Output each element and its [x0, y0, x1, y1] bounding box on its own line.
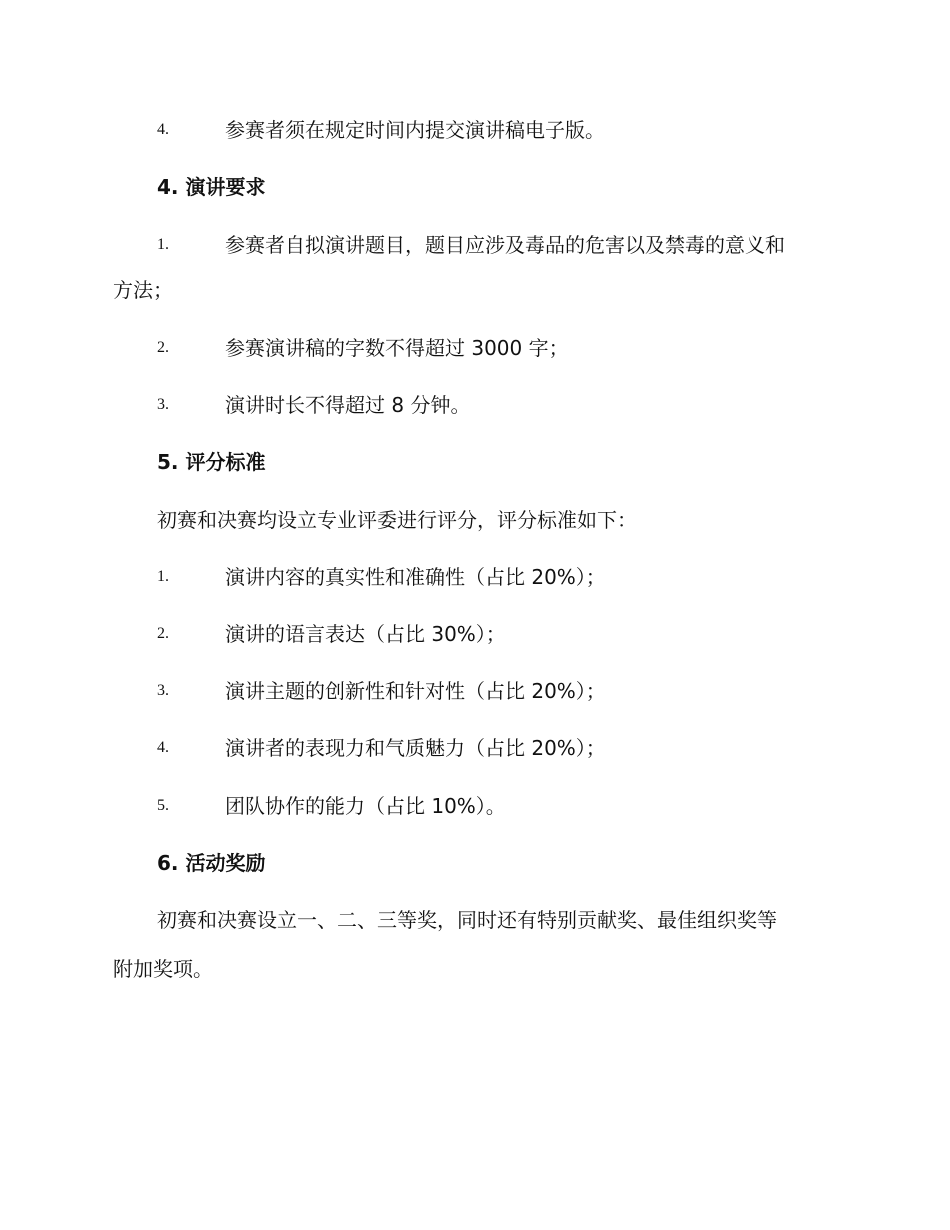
list-item-text: 参赛演讲稿的字数不得超过 3000 字；	[225, 336, 569, 360]
section-heading-scoring-criteria: 5. 评分标准	[157, 450, 266, 474]
section-intro-paragraph: 初赛和决赛均设立专业评委进行评分，评分标准如下：	[157, 508, 637, 532]
list-item-text: 演讲主题的创新性和针对性（占比 20%）；	[225, 679, 606, 703]
section-paragraph-continuation: 附加奖项。	[113, 957, 213, 981]
list-item-text: 演讲者的表现力和气质魅力（占比 20%）；	[225, 736, 606, 760]
list-number: 4.	[157, 121, 169, 138]
list-number: 1.	[157, 236, 169, 253]
list-number: 2.	[157, 625, 169, 642]
list-item-text: 参赛者自拟演讲题目，题目应涉及毒品的危害以及禁毒的意义和	[225, 233, 785, 257]
list-number: 3.	[157, 682, 169, 699]
list-item-text: 演讲的语言表达（占比 30%）；	[225, 622, 506, 646]
list-item-text: 参赛者须在规定时间内提交演讲稿电子版。	[225, 118, 605, 142]
list-item-text: 团队协作的能力（占比 10%）。	[225, 794, 506, 818]
section-paragraph-line: 初赛和决赛设立一、二、三等奖，同时还有特别贡献奖、最佳组织奖等	[157, 908, 777, 932]
list-number: 5.	[157, 797, 169, 814]
section-heading-speech-requirements: 4. 演讲要求	[157, 175, 266, 199]
list-number: 4.	[157, 739, 169, 756]
list-number: 3.	[157, 396, 169, 413]
list-number: 1.	[157, 568, 169, 585]
list-item-text: 演讲时长不得超过 8 分钟。	[225, 393, 471, 417]
list-item-text: 演讲内容的真实性和准确性（占比 20%）；	[225, 565, 606, 589]
section-heading-activity-rewards: 6. 活动奖励	[157, 851, 266, 875]
list-number: 2.	[157, 339, 169, 356]
list-item-continuation: 方法；	[113, 278, 173, 302]
